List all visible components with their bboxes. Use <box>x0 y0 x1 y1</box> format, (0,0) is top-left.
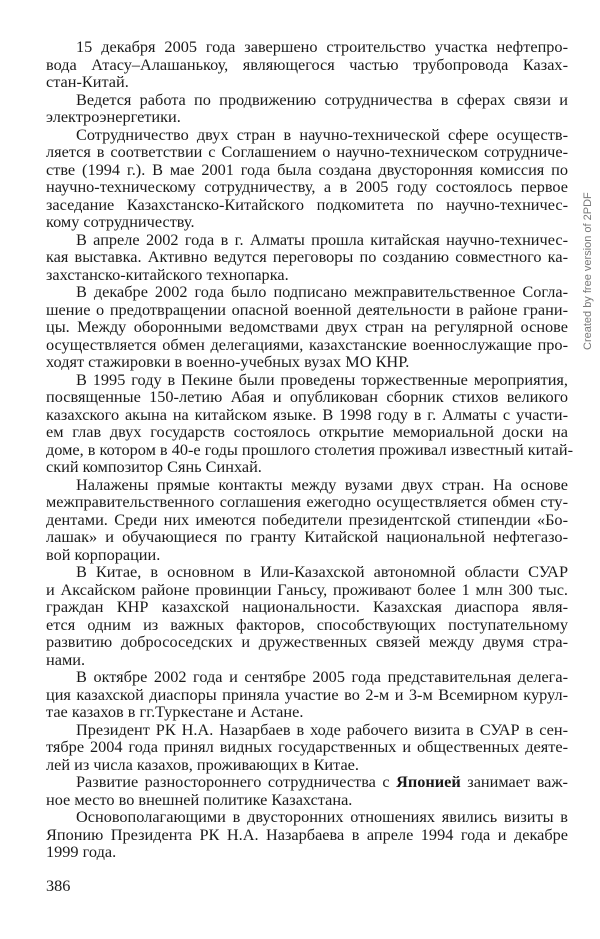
paragraph <box>46 808 568 861</box>
paragraph <box>46 476 568 564</box>
text-line: захстанско-китайского технопарка. <box>46 264 289 284</box>
text-line: и Аксайском районе провинции Ганьсу, проживают более 1 млн 300 тыс. <box>46 579 568 599</box>
text-line: 15 декабря 2005 года завершено строительство участка нефтепро- <box>76 37 568 56</box>
text-line: кому сотрудничеству. <box>46 212 195 231</box>
text-line: ляется в соответствии с Соглашением о научно-техническом сотрудниче- <box>46 142 568 161</box>
text-line: межправительственного соглашения ежегодно осуществляется обмен сту- <box>46 492 568 511</box>
text-line: В декабре 2002 года было подписано межправительственное Согла- <box>76 282 568 301</box>
text-line: лашак» и обучающиеся по гранту Китайской национальной нефтегазо- <box>46 527 568 546</box>
paragraph <box>46 721 568 774</box>
paragraph <box>46 283 568 371</box>
text-line: Сотрудничество двух стран в научно-технической сфере осуществ- <box>76 124 568 144</box>
paragraph <box>46 38 568 91</box>
text-segment: занимает важ- <box>460 772 568 791</box>
text-line: В октябре 2002 года и сентябре 2005 года представительная делега- <box>76 667 568 686</box>
text-line: Ведется работа по продвижению сотрудничества в сферах связи и <box>76 89 568 109</box>
text-line: кая выставка. Активно ведутся переговоры по созданию совместного ка- <box>46 247 568 266</box>
text-line: ное место во внешней политике Казахстана. <box>46 789 353 809</box>
text-line: ется одним из важных факторов, способствующих поступательному <box>46 614 568 634</box>
text-line: Основополагающими в двусторонних отношениях явились визиты в <box>76 807 568 826</box>
text-line: 1999 года. <box>46 842 117 861</box>
text-line: ция казахской диаспоры приняла участие во 2-м и 3-м Всемирном курул- <box>46 684 568 704</box>
text-line: научно-техническому сотрудничеству, а в 2005 году состоялось первое <box>46 177 568 196</box>
watermark: Created by free version of 2PDF <box>582 192 594 350</box>
text-line: электроэнергетики. <box>46 107 181 126</box>
text-line: цы. Между оборонными ведомствами двух стран на регулярной основе <box>46 317 568 336</box>
text-line: В апреле 2002 года в г. Алматы прошла китайская научно-техничес- <box>76 229 568 249</box>
text-line: развитию добрососедских и дружественных связей между двумя стра- <box>46 632 568 651</box>
paragraph <box>46 231 568 284</box>
text-line: граждан КНР казахской национальности. Казахская диаспора явля- <box>46 597 568 616</box>
text-segment: Развитие разностороннего сотрудничества с <box>76 772 397 791</box>
text-line: тае казахов в гг.Туркестане и Астане. <box>46 702 304 721</box>
text-line: осуществляется обмен делегациями, казахстанские военнослужащие про- <box>46 334 568 354</box>
text-line: посвященные 150-летию Абая и опубликован сборник стихов великого <box>46 387 568 406</box>
text-line <box>46 773 568 791</box>
text-line: казахского акына на китайском языке. В 1998 году в г. Алматы с участи- <box>46 404 568 424</box>
text-line: ходят стажировки в военно-учебных вузах МО КНР. <box>46 352 410 371</box>
text-line: лей из числа казахов, проживающих в Китае. <box>46 754 359 774</box>
text-line: доме, в котором в 40-е годы прошлого столетия проживал известный китай- <box>46 439 574 459</box>
text-line: заседание Казахстанско-Китайского подкомитета по научно-техничес- <box>46 194 568 214</box>
text-line: нами. <box>46 649 86 669</box>
text-line: вода Атасу–Алашанькоу, являющегося частью трубопровода Казах- <box>46 54 568 74</box>
text-line: ем глав двух государств состоялось открытие мемориальной доски на <box>46 422 568 441</box>
text-line: ский композитор Сянь Синхай. <box>46 457 262 476</box>
text-line: Японию Президента РК Н.А. Назарбаева в апреле 1994 года и декабре <box>46 824 568 844</box>
text-line: вой корпорации. <box>46 544 161 564</box>
paragraph <box>46 91 568 126</box>
paragraph <box>46 773 568 808</box>
paragraph <box>46 668 568 721</box>
text-line: дентами. Среди них имеются победители президентской стипендии «Бо- <box>46 509 568 529</box>
paragraph <box>46 369 574 476</box>
text-line: В 1995 году в Пекине были проведены торжественные мероприятия, <box>76 369 568 389</box>
bold-term: Японией <box>396 772 461 791</box>
body-text <box>46 37 574 861</box>
text-line: стан-Китай. <box>46 72 129 91</box>
text-line: тябре 2004 года принял видных государственных и общественных деяте- <box>46 737 568 756</box>
text-line: В Китае, в основном в Или-Казахской автономной области СУАР <box>76 562 568 581</box>
paragraph <box>46 126 568 231</box>
paragraph <box>46 563 568 668</box>
text-line: шение о предотвращении опасной военной деятельности в районе грани- <box>46 299 568 319</box>
text-line: Налажены прямые контакты между вузами двух стран. На основе <box>76 474 568 494</box>
page-number: 386 <box>46 876 71 895</box>
text-line: стве (1994 г.). В мае 2001 года была создана двусторонняя комиссия по <box>46 159 568 179</box>
text-line: Президент РК Н.А. Назарбаев в ходе рабочего визита в СУАР в сен- <box>76 719 568 739</box>
